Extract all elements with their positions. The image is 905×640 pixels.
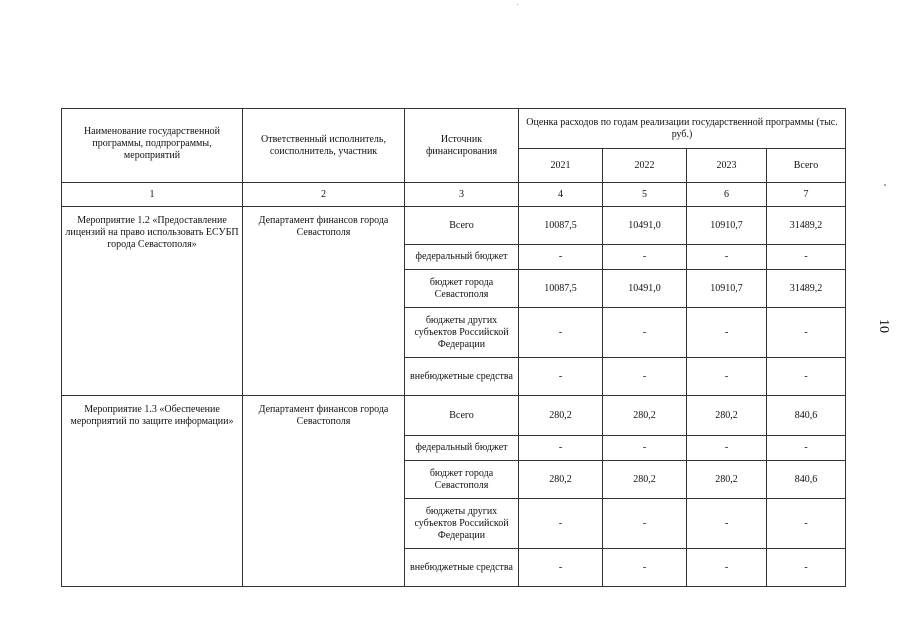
activity-name: Мероприятие 1.3 «Обеспечение мероприятий по защите информации» <box>62 396 243 587</box>
amount-2021: - <box>519 436 603 461</box>
amount-total: - <box>767 308 846 358</box>
funding-source: бюджет города Севастополя <box>405 270 519 308</box>
column-number: 3 <box>405 183 519 207</box>
header-row <box>62 109 846 149</box>
funding-source: бюджет города Севастополя <box>405 461 519 499</box>
amount-2023: 280,2 <box>687 461 767 499</box>
amount-2021: - <box>519 308 603 358</box>
column-number: 4 <box>519 183 603 207</box>
amount-total: 840,6 <box>767 396 846 436</box>
amount-2023: - <box>687 549 767 587</box>
amount-2022: 10491,0 <box>603 270 687 308</box>
amount-2023: - <box>687 358 767 396</box>
amount-2021: 10087,5 <box>519 270 603 308</box>
amount-2021: 280,2 <box>519 396 603 436</box>
column-number: 7 <box>767 183 846 207</box>
amount-total: - <box>767 499 846 549</box>
column-number: 2 <box>243 183 405 207</box>
funding-source: Всего <box>405 396 519 436</box>
amount-2021: - <box>519 549 603 587</box>
header-activity-name: Наименование государственной программы, подпрограммы, мероприятий <box>62 109 243 183</box>
amount-total: - <box>767 549 846 587</box>
amount-2023: - <box>687 436 767 461</box>
amount-2023: - <box>687 499 767 549</box>
amount-2022: 280,2 <box>603 396 687 436</box>
funding-source: внебюджетные средства <box>405 549 519 587</box>
amount-2022: - <box>603 549 687 587</box>
amount-2022: - <box>603 358 687 396</box>
amount-2021: 280,2 <box>519 461 603 499</box>
scan-speck <box>517 4 518 5</box>
header-year-2022: 2022 <box>603 149 687 183</box>
activity-executor: Департамент финансов города Севастополя <box>243 396 405 587</box>
activity-executor: Департамент финансов города Севастополя <box>243 207 405 396</box>
column-number: 6 <box>687 183 767 207</box>
header-year-2021: 2021 <box>519 149 603 183</box>
table-row <box>62 207 846 245</box>
amount-2021: 10087,5 <box>519 207 603 245</box>
header-funding-source: Источник финансирования <box>405 109 519 183</box>
funding-source: бюджеты других субъектов Российской Федерации <box>405 499 519 549</box>
amount-total: - <box>767 436 846 461</box>
amount-total: - <box>767 358 846 396</box>
funding-source: федеральный бюджет <box>405 436 519 461</box>
budget-table <box>61 108 846 587</box>
funding-source: Всего <box>405 207 519 245</box>
scan-speck <box>884 184 886 186</box>
column-number-row <box>62 183 846 207</box>
amount-2021: - <box>519 499 603 549</box>
header-year-total: Всего <box>767 149 846 183</box>
amount-2022: - <box>603 499 687 549</box>
amount-total: 840,6 <box>767 461 846 499</box>
funding-source: федеральный бюджет <box>405 245 519 270</box>
amount-2022: - <box>603 308 687 358</box>
header-estimate: Оценка расходов по годам реализации государственной программы (тыс. руб.) <box>519 109 846 149</box>
amount-total: 31489,2 <box>767 207 846 245</box>
amount-2021: - <box>519 245 603 270</box>
activity-name: Мероприятие 1.2 «Предоставление лицензий на право использовать ЕСУБП города Севастополя» <box>62 207 243 396</box>
amount-total: - <box>767 245 846 270</box>
amount-2023: 10910,7 <box>687 207 767 245</box>
amount-2023: 10910,7 <box>687 270 767 308</box>
table-row <box>62 396 846 436</box>
header-year-2023: 2023 <box>687 149 767 183</box>
column-number: 1 <box>62 183 243 207</box>
amount-2022: - <box>603 436 687 461</box>
column-number: 5 <box>603 183 687 207</box>
funding-source: внебюджетные средства <box>405 358 519 396</box>
page-number: 10 <box>876 319 891 333</box>
amount-2022: - <box>603 245 687 270</box>
header-executor: Ответственный исполнитель, соисполнитель, участник <box>243 109 405 183</box>
amount-2023: 280,2 <box>687 396 767 436</box>
funding-source: бюджеты других субъектов Российской Федерации <box>405 308 519 358</box>
amount-2021: - <box>519 358 603 396</box>
amount-2022: 280,2 <box>603 461 687 499</box>
amount-2022: 10491,0 <box>603 207 687 245</box>
amount-2023: - <box>687 245 767 270</box>
amount-total: 31489,2 <box>767 270 846 308</box>
amount-2023: - <box>687 308 767 358</box>
